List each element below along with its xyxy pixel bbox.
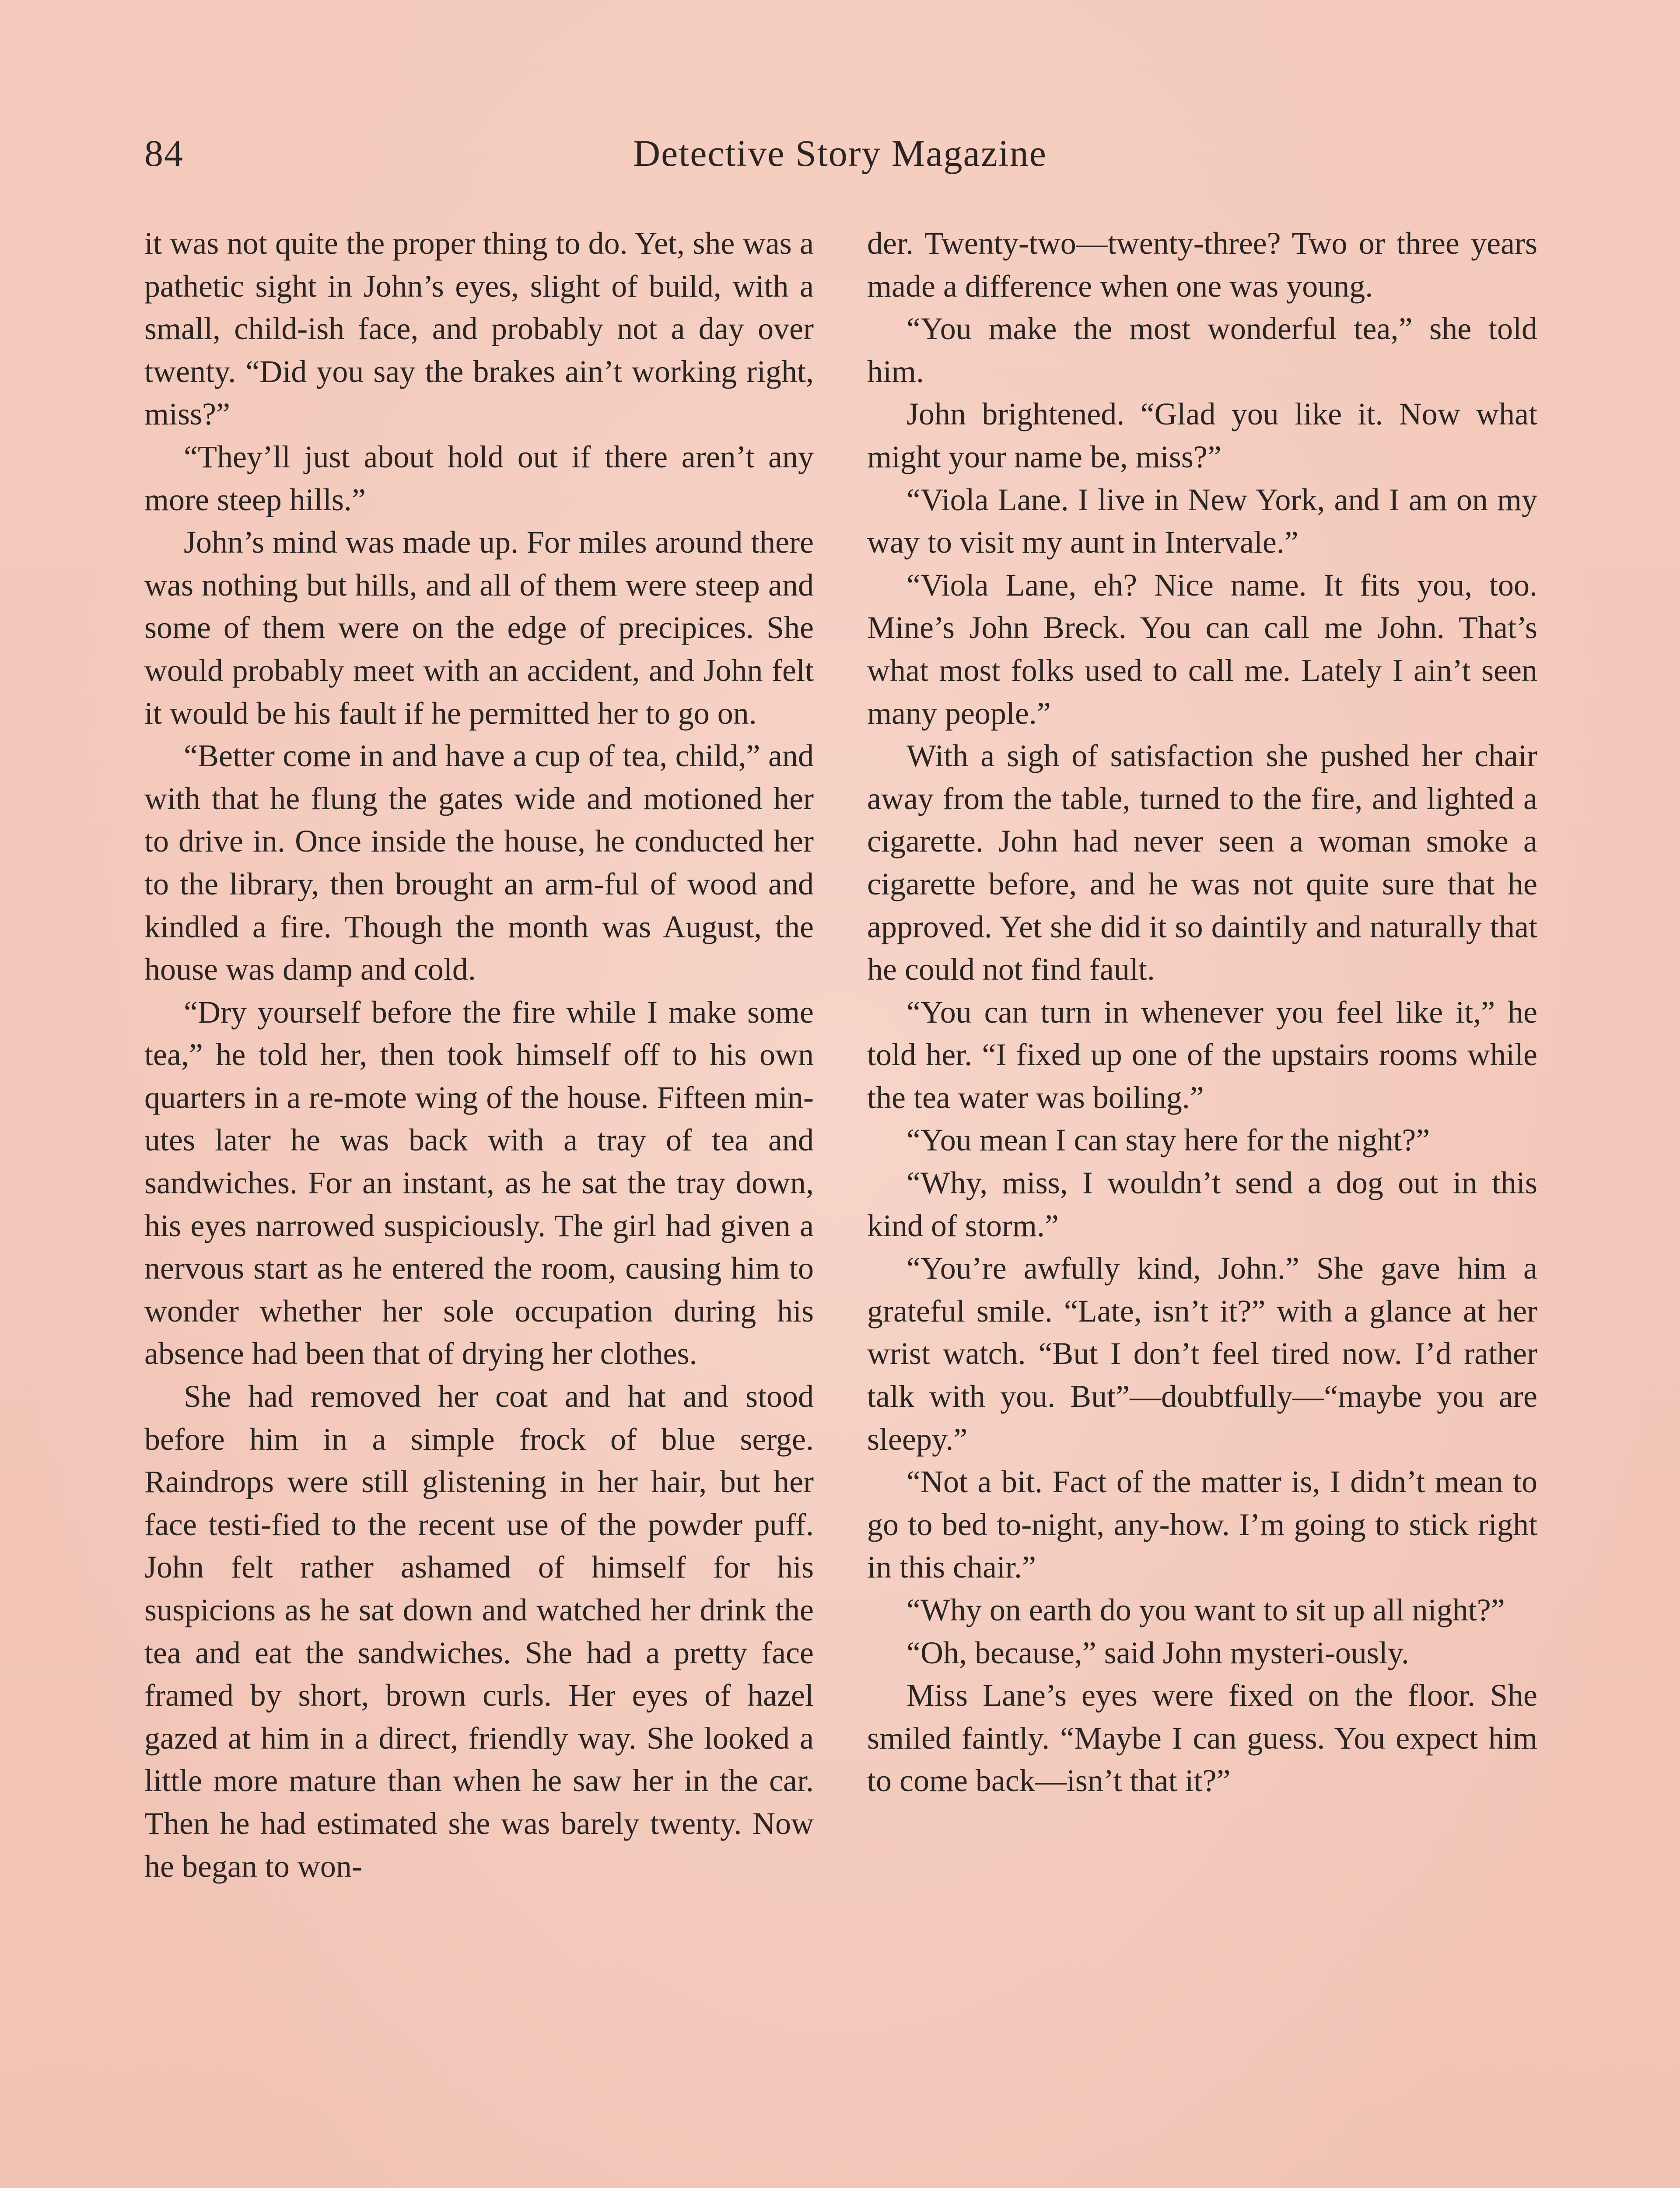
paragraph: “They’ll just about hold out if there aren’t any more steep hills.” — [144, 439, 814, 517]
paragraph: John’s mind was made up. For miles around there was nothing but hills, and all of them were steep and some of them were on the edge of precipices. She would probably meet with an accident, and John felt it would be his fault if he permitted her to go on. — [144, 525, 814, 731]
paragraph: “Better come in and have a cup of tea, child,” and with that he flung the gates wide and motioned her to drive in. Once inside the house, he conducted her to the library, then brought an arm-ful of wood and kindled a fire. Though the month was August, the house was damp and cold. — [144, 738, 814, 987]
paragraph: “Oh, because,” said John mysteri-ously. — [906, 1635, 1410, 1670]
paragraph: “You make the most wonderful tea,” she told him. — [867, 311, 1537, 389]
paragraph: “Dry yourself before the fire while I make some tea,” he told her, then took himself off to his own quarters in a re-mote wing of the house. Fifteen min-utes later he was back with a tray of tea and sandwiches. For an instant, as he sat the tray down, his eyes narrowed suspiciously. The girl had given a nervous start as he entered the room, causing him to wonder whether her sole occupation during his absence had been that of drying her clothes. — [144, 994, 814, 1371]
paragraph: “Why, miss, I wouldn’t send a dog out in this kind of storm.” — [867, 1165, 1537, 1243]
paragraph: it was not quite the proper thing to do. Yet, she was a pathetic sight in John’s eyes, slight of build, with a small, child-ish face, and probably not a day over twenty. “Did you say the brakes ain’t working right, miss?” — [144, 226, 814, 432]
paragraph: “Why on earth do you want to sit up all night?” — [906, 1592, 1505, 1627]
left-column — [144, 222, 814, 1888]
paragraph: der. Twenty-two—twenty-three? Two or three years made a difference when one was young. — [867, 226, 1537, 304]
running-title: Detective Story Magazine — [633, 132, 1047, 174]
paragraph: “You mean I can stay here for the night?” — [906, 1122, 1430, 1158]
right-column — [867, 222, 1537, 1802]
paragraph: “Viola Lane, eh? Nice name. It fits you, too. Mine’s John Breck. You can call me John. That’s what most folks used to call me. Lately I ain’t seen many people.” — [867, 567, 1537, 731]
paragraph: She had removed her coat and hat and stood before him in a simple frock of blue serge. Raindrops were still glistening in her hair, but her face testi-fied to the recent use of the powder puff. John felt rather ashamed of himself for his suspicions as he sat down and watched her drink the tea and eat the sandwiches. She had a pretty face framed by short, brown curls. Her eyes of hazel gazed at him in a direct, friendly way. She looked a little more mature than when he saw her in the car. Then he had estimated she was barely twenty. Now he began to won- — [144, 1379, 814, 1884]
paragraph: “Not a bit. Fact of the matter is, I didn’t mean to go to bed to-night, any-how. I’m going to stick right in this chair.” — [867, 1464, 1537, 1585]
paragraph: “You’re awfully kind, John.” She gave him a grateful smile. “Late, isn’t it?” with a glance at her wrist watch. “But I don’t feel tired now. I’d rather talk with you. But”—doubtfully—“maybe you are sleepy.” — [867, 1251, 1537, 1457]
paragraph: “You can turn in whenever you feel like it,” he told her. “I fixed up one of the upstairs rooms while the tea water was boiling.” — [867, 994, 1537, 1115]
paragraph: John brightened. “Glad you like it. Now what might your name be, miss?” — [867, 396, 1537, 474]
paragraph: With a sigh of satisfaction she pushed her chair away from the table, turned to the fire, and lighted a cigarette. John had never seen a woman smoke a cigarette before, and he was not quite sure that he approved. Yet she did it so daintily and naturally that he could not find fault. — [867, 738, 1537, 987]
paragraph: “Viola Lane. I live in New York, and I am on my way to visit my aunt in Intervale.” — [867, 482, 1537, 560]
page-number: 84 — [144, 132, 184, 174]
paragraph: Miss Lane’s eyes were fixed on the floor. She smiled faintly. “Maybe I can guess. You expect him to come back—isn’t that it?” — [867, 1678, 1537, 1799]
